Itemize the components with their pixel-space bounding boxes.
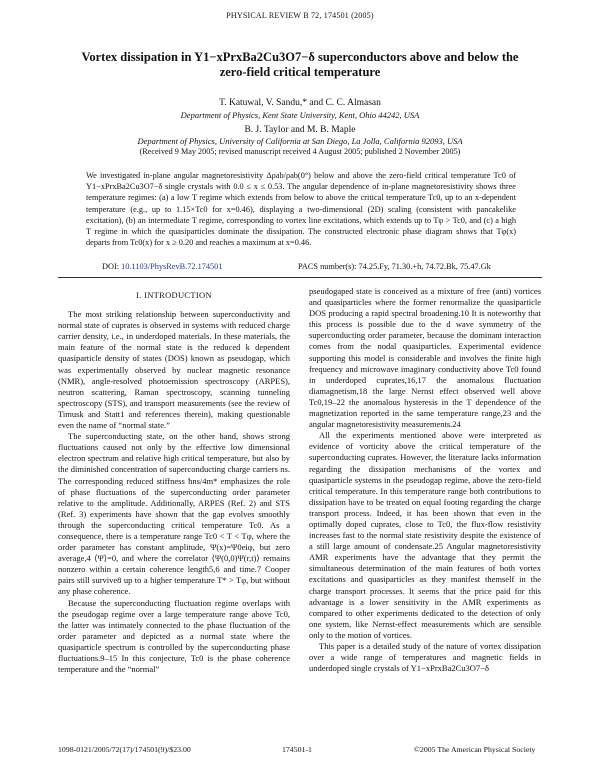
doi-label: DOI: (102, 262, 120, 271)
header-divider (58, 277, 542, 278)
paragraph: Because the superconducting fluctuation regime overlaps with the pseudogap regime over a large temperature range above Tc0, the latter was intimately connected to the phase fluctuation of the order parameter and depicted as a normal state where the quasiparticle spectrum is controlled by the superconducting phase fluctuations.9–15 In this conjecture, Tc0 is the phase coherence temperature and the “normal” (58, 597, 290, 675)
footer-page-number: 174501-1 (282, 745, 312, 754)
affiliation-2: Department of Physics, University of California at San Diego, La Jolla, California 92093, USA (137, 136, 463, 146)
paper-title: Vortex dissipation in Y1−xPrxBa2Cu3O7−δ superconductors above and below the zero-field critical temperature (81, 50, 519, 79)
paragraph: This paper is a detailed study of the nature of vortex dissipation over a wide range of temperatures and magnetic fields in underdoped single crystals of Y1−xPrxBa2Cu3O7−δ (309, 641, 541, 674)
left-column (58, 290, 290, 675)
paragraph: pseudogaped state is conceived as a mixture of free (anti) vortices and quasiparticles where the former renormalize the quasiparticle DOS producing a rapid spectral broadening.10 It is noteworthy that this process is possible due to the d wave symmetry of the superconducting order parameter, because the dominant interaction comes from the nodal quasiparticles. Experimental evidence supporting this model is considerable and involves the finite high frequency and microwave imaginary conductivity above Tc0 found in underdoped cuprates,16,17 the anomalous fluctuation diamagnetism,18 the large Nernst effect observed well above Tc0,19–22 the anomalous hysteresis in the T dependence of the magnetization reported in the same temperature range,23 and the angular magnetoresistivity measurements.24 (309, 286, 541, 430)
doi-line (102, 262, 222, 271)
journal-header: PHYSICAL REVIEW B 72, 174501 (2005) (226, 11, 374, 20)
affiliation-1: Department of Physics, Kent State University, Kent, Ohio 44242, USA (180, 110, 420, 120)
paragraph: The superconducting state, on the other hand, shows strong fluctuations caused not only by the effective low dimensional electron spectrum and relative high critical temperature, but also by the diminished concentration of superconducting charge carriers ns. The corresponding reduced stiffness ħns/4m* emphasizes the role of phase fluctuations of the superconducting order parameter relative to the amplitude. Additionally, ARPES (Ref. 2) and STS (Ref. 3) experiments have shown that the gap evolves smoothly through the superconducting critical temperature Tc0. As a consequence, there is a temperature range Tc0 < T < Tφ, where the order parameter has constant amplitude, Ψ(x)=Ψ0eiφ, but zero average,4 ⟨Ψ⟩=0, and where the correlator ⟨Ψ(0,0)Ψ(r,t)⟩ remains nonzero within a certain coherence length5,6 and time.7 Cooper pairs still survive8 up to a higher temperature T* > Tφ, but without any phase coherence. (58, 431, 290, 597)
abstract: We investigated in-plane angular magnetoresistivity Δρab/ρab(0°) below and above the zero-field critical temperature Tc0 of Y1−xPrxBa2Cu3O7−δ single crystals with 0.0 ≤ x ≤ 0.53. The angular dependence of in-plane magnetoresistivity shows three temperature regimes: (a) a low T regime which extends from below to above the critical temperature Tc0, up to an x-dependent temperature (e.g., up to 1.15×Tc0 for x=0.46), displaying a two-dimensional (2D) scaling (consistent with pancakelike excitation), (b) an intermediate T regime, corresponding to vortex line excitations, which extends up to Tφ > Tc0, and (c) a high T regime in which the quasiparticles dominate the dissipation. The constructed electronic phase diagram shows that Tφ(x) departs from Tc0(x) for x ≥ 0.20 and reaches a maximum at x=0.46. (86, 171, 516, 248)
right-column (309, 286, 541, 674)
authors-group-2: B. J. Taylor and M. B. Maple (244, 125, 356, 135)
paragraph: The most striking relationship between superconductivity and normal state of cuprates is observed in systems with reduced charge carrier density, i.e., in underdoped materials. In these materials, the main feature of the normal state is the reduced k dependent quasiparticle density of states (DOS) known as pseudogap, which was experimentally observed by nuclear magnetic resonance (NMR), angle-resolved photoemission spectroscopy (ARPES), neutron scattering, Raman spectroscopy, scanning tunneling spectroscopy (STS), and transport measurements (see the review of Timusk and Statt1 and references therein), making questionable even the name of “normal state.” (58, 309, 290, 431)
section-heading: I. INTRODUCTION (136, 290, 212, 300)
authors-group-1: T. Katuwal, V. Sandu,* and C. C. Almasan (219, 98, 381, 108)
received-dates: (Received 9 May 2005; revised manuscript received 4 August 2005; published 2 November 2005) (139, 147, 461, 156)
footer-copyright: ©2005 The American Physical Society (414, 745, 536, 754)
pacs-numbers: PACS number(s): 74.25.Fy, 71.30.+h, 74.72.Bk, 75.47.Gk (298, 262, 491, 271)
paragraph: All the experiments mentioned above were interpreted as evidence of vorticity above the critical temperature of the superconducting cuprates. However, the literature lacks information regarding the dissipation mechanisms of the vortex and quasiparticle systems in the pseudogap regime, above the zero-field critical temperature. In this temperature range both contributions to dissipation have to be treated on equal footing regarding the charge transport process. Indeed, it has been shown that even in the optimally doped cuprates, close to Tc0, the flux-flow resistivity increases fast to the normal state resistivity despite the existence of a still large amount of condensate.25 Angular magnetoresistivity AMR experiments have the advantage that they permit the simultaneous determination of the main features of both vortex excitations and quasiparticles as they manifest themself in the charge transport processes. It seems that the price paid for this advantage is a lower sensitivity in the AMR experiments as compared to other experiments dedicated to the detection of only one system, like Nernst-effect measurements which are sensible only to the motion of vortices. (309, 430, 541, 640)
footer-issn: 1098-0121/2005/72(17)/174501(9)/$23.00 (58, 745, 191, 754)
doi-link[interactable]: 10.1103/PhysRevB.72.174501 (121, 262, 223, 271)
